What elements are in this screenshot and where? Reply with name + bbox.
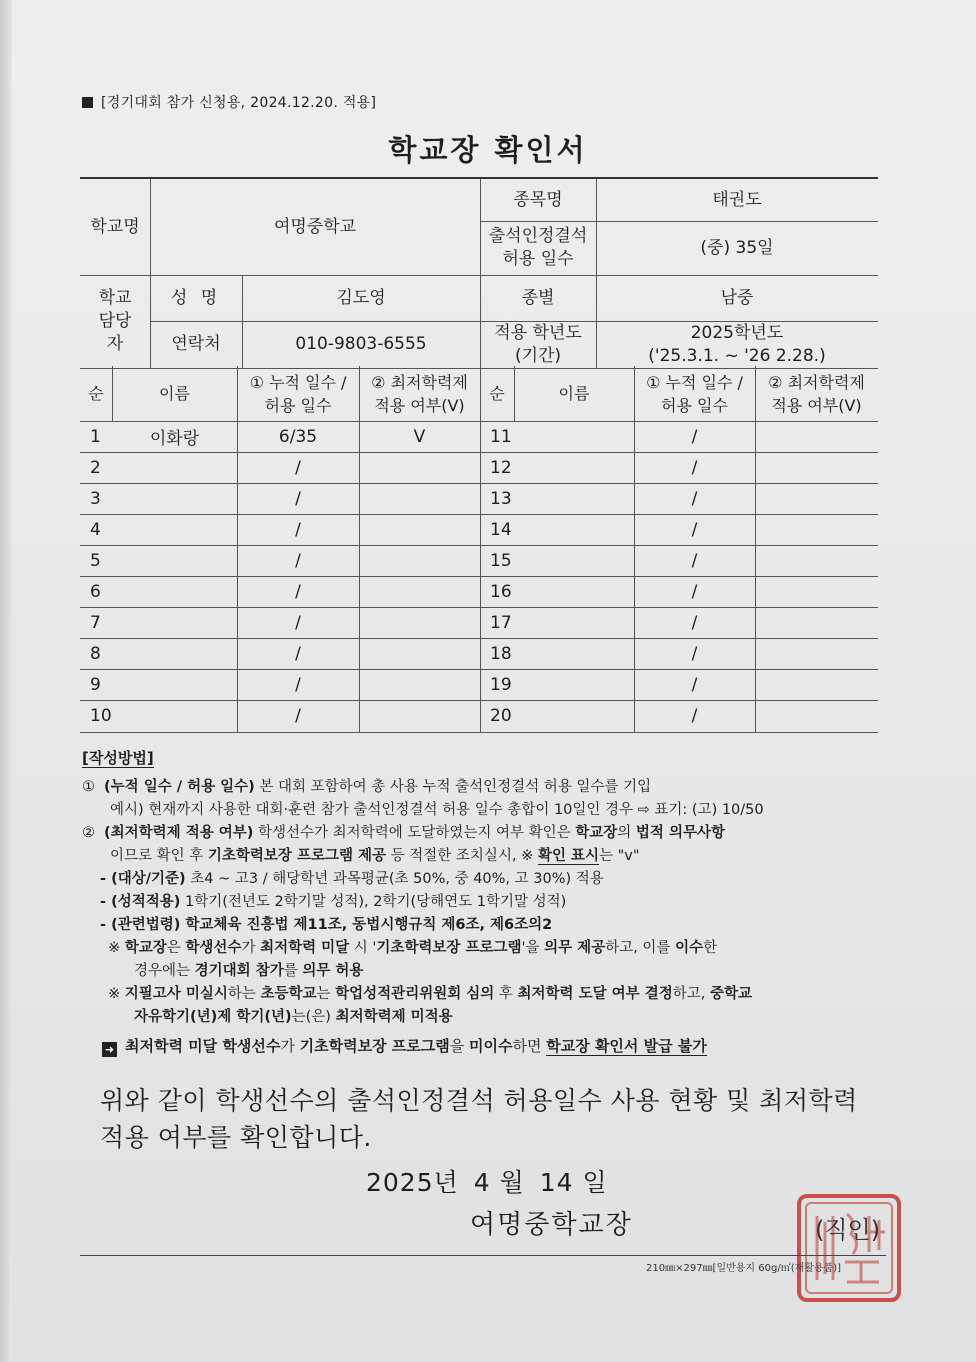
name-label: 성 명 bbox=[170, 287, 222, 308]
contact-label: 연락처 bbox=[171, 334, 221, 354]
table-row bbox=[80, 576, 878, 607]
gender-label: 종별 bbox=[521, 287, 555, 308]
writing-guide bbox=[82, 747, 882, 1058]
row-min-check bbox=[359, 514, 480, 545]
row-min-check bbox=[359, 638, 480, 669]
row-min-check: V bbox=[413, 426, 426, 447]
document-title: 학교장 확인서 bbox=[388, 133, 588, 167]
guide-line-12: ➜ 최저학력 미달 학생선수가 기초학력보장 프로그램을 미이수하면 학교장 확인서 발급 불가 bbox=[82, 1035, 882, 1058]
row-days: 6/35 bbox=[278, 426, 318, 447]
manager-label: 학교 담당자 bbox=[98, 288, 132, 354]
row-seq: 8 bbox=[90, 643, 101, 664]
row-seq-right: 12 bbox=[490, 457, 512, 478]
row-days: / bbox=[295, 705, 301, 726]
paper-spec-note: 210㎜×297㎜[일반용지 60g/㎡(재활용품)] bbox=[646, 1263, 842, 1274]
sport-value: 태권도 bbox=[712, 189, 762, 210]
confirmation-statement: 위와 같이 학생선수의 출석인정결석 허용일수 사용 현황 및 최저학력 적용 여부를 확인합니다. bbox=[100, 1086, 858, 1152]
table-row bbox=[80, 514, 878, 545]
square-bullet-icon bbox=[82, 97, 93, 108]
student-grid bbox=[80, 366, 878, 733]
signer-name: 여명중학교장 bbox=[470, 1210, 633, 1240]
gender-value: 남중 bbox=[720, 287, 754, 308]
guide-line-6: - (성적적용) 1학기(전년도 2학기말 성적), 2학기(당해연도 1학기말 성적) bbox=[100, 894, 567, 910]
row-seq-right: 11 bbox=[490, 426, 512, 447]
seal-label: (직인) bbox=[815, 1216, 881, 1244]
row-name bbox=[112, 545, 237, 576]
paper-edge-shadow bbox=[0, 0, 12, 1362]
row-days-right: / bbox=[691, 519, 698, 540]
row-seq: 10 bbox=[90, 705, 112, 726]
row-days-right: / bbox=[691, 581, 698, 602]
row-name bbox=[112, 576, 237, 607]
header-note: [경기대회 참가 신청용, 2024.12.20. 적용] bbox=[82, 92, 376, 112]
guide-line-3: ② (최저학력제 적용 여부) 학생선수가 최저학력에 도달하였는지 여부 확인은 학교장의 법적 의무사항 bbox=[82, 825, 725, 841]
row-days-right: / bbox=[691, 488, 698, 509]
grid-header-days-2: ① 누적 일수 / 허용 일수 bbox=[646, 372, 743, 415]
info-table bbox=[80, 177, 878, 369]
row-days-right: / bbox=[691, 612, 698, 633]
row-days: / bbox=[295, 581, 301, 602]
year-value: 2025학년도 ('25.3.1. ~ '26 2.28.) bbox=[648, 322, 826, 366]
row-days: / bbox=[295, 457, 301, 478]
row-days: / bbox=[295, 550, 301, 571]
row-seq: 4 bbox=[90, 519, 101, 540]
allowed-days-label: 출석인정결석 허용 일수 bbox=[488, 226, 588, 269]
guide-line-8: ※ 학교장은 학생선수가 최저학력 미달 시 '기초학력보장 프로그램'을 의무 제공하고, 이를 이수한 bbox=[108, 940, 718, 956]
row-seq-right: 16 bbox=[490, 581, 512, 602]
row-days-right: / bbox=[691, 643, 698, 664]
row-days-right: / bbox=[691, 426, 698, 447]
grid-header-name-2: 이름 bbox=[558, 384, 590, 403]
school-value: 여명중학교 bbox=[273, 216, 357, 237]
grid-header-min: ② 최저학력제 적용 여부(V) bbox=[371, 372, 468, 415]
school-label: 학교명 bbox=[90, 216, 140, 237]
grid-header-days: ① 누적 일수 / 허용 일수 bbox=[249, 372, 347, 415]
row-min-check bbox=[359, 576, 480, 607]
row-days-right: / bbox=[691, 550, 698, 571]
guide-line-5: - (대상/기준) 초4 ~ 고3 / 해당학년 과목평균(초 50%, 중 40%, 고 30%) 적용 bbox=[100, 871, 604, 887]
guide-line-7: - (관련법령) 학교체육 진흥법 제11조, 동법시행규칙 제6조, 제6조의2 bbox=[100, 917, 553, 933]
table-row bbox=[80, 607, 878, 638]
guide-line-9: 경우에는 경기대회 참가를 의무 허용 bbox=[134, 963, 364, 979]
row-days: / bbox=[295, 612, 301, 633]
row-days: / bbox=[295, 488, 301, 509]
row-seq-right: 17 bbox=[490, 612, 512, 633]
row-seq: 1 bbox=[90, 426, 101, 447]
guide-line-4: 이므로 확인 후 기초학력보장 프로그램 제공 등 적절한 조치실시, ※ 확인 표시는 "v" bbox=[110, 848, 640, 864]
row-seq-right: 13 bbox=[490, 488, 512, 509]
table-row bbox=[80, 669, 878, 700]
table-row bbox=[80, 452, 878, 483]
row-seq: 2 bbox=[90, 457, 101, 478]
row-days-right: / bbox=[691, 674, 698, 695]
row-seq-right: 19 bbox=[490, 674, 512, 695]
issue-date: 2025년 4 월 14 일 bbox=[366, 1168, 608, 1197]
guide-line-1: ① (누적 일수 / 허용 일수) 본 대회 포함하여 총 사용 누적 출석인정결석 허용 일수를 기입 bbox=[82, 779, 652, 795]
row-days-right: / bbox=[691, 457, 698, 478]
row-name bbox=[112, 514, 237, 545]
table-row bbox=[80, 700, 878, 731]
row-name bbox=[112, 669, 237, 700]
table-row bbox=[80, 483, 878, 514]
row-seq: 7 bbox=[90, 612, 101, 633]
row-seq-right: 20 bbox=[490, 705, 512, 726]
table-row bbox=[80, 545, 878, 576]
grid-header-seq: 순 bbox=[88, 384, 104, 403]
guide-title: [작성방법] bbox=[82, 749, 154, 767]
year-label: 적용 학년도 (기간) bbox=[494, 322, 582, 366]
row-days: / bbox=[295, 674, 301, 695]
table-row bbox=[80, 421, 878, 452]
row-name bbox=[112, 700, 237, 731]
guide-line-11: 자유학기(년)제 학기(년)는(은) 최저학력제 미적용 bbox=[134, 1009, 453, 1025]
row-name bbox=[112, 483, 237, 514]
contact-value: 010-9803-6555 bbox=[295, 334, 427, 354]
grid-header-seq-2: 순 bbox=[489, 384, 505, 403]
footer-divider bbox=[80, 1255, 886, 1256]
row-seq-right: 18 bbox=[490, 643, 512, 664]
row-name bbox=[112, 607, 237, 638]
row-min-check bbox=[359, 607, 480, 638]
table-row bbox=[80, 638, 878, 669]
grid-header-min-2: ② 최저학력제 적용 여부(V) bbox=[768, 372, 865, 415]
row-days: / bbox=[295, 519, 301, 540]
row-days: / bbox=[295, 643, 301, 664]
row-seq-right: 15 bbox=[490, 550, 512, 571]
row-days-right: / bbox=[691, 705, 698, 726]
sport-label: 종목명 bbox=[513, 189, 563, 210]
row-min-check bbox=[359, 669, 480, 700]
row-seq: 5 bbox=[90, 550, 101, 571]
name-value: 김도영 bbox=[336, 287, 386, 308]
official-seal-icon bbox=[795, 1192, 903, 1304]
grid-header-name: 이름 bbox=[159, 384, 190, 403]
row-min-check bbox=[359, 452, 480, 483]
guide-line-2: 예시) 현재까지 사용한 대회·훈련 참가 출석인정결석 허용 일수 총합이 10일인 경우 ⇨ 표기: (고) 10/50 bbox=[110, 802, 764, 818]
row-name bbox=[112, 638, 237, 669]
guide-line-10: ※ 지필고사 미실시하는 초등학교는 학업성적관리위원회 심의 후 최저학력 도달 여부 결정하고, 중학교 bbox=[108, 986, 752, 1002]
row-seq: 6 bbox=[90, 581, 101, 602]
row-name: 이화랑 bbox=[149, 429, 200, 449]
row-min-check bbox=[359, 483, 480, 514]
row-min-check bbox=[359, 545, 480, 576]
row-seq-right: 14 bbox=[490, 519, 512, 540]
arrow-box-icon: ➜ bbox=[102, 1042, 117, 1057]
row-name bbox=[112, 452, 237, 483]
allowed-days-value: (중) 35일 bbox=[700, 237, 774, 258]
row-min-check bbox=[359, 700, 480, 731]
row-seq: 3 bbox=[90, 488, 101, 509]
row-seq: 9 bbox=[90, 674, 101, 695]
